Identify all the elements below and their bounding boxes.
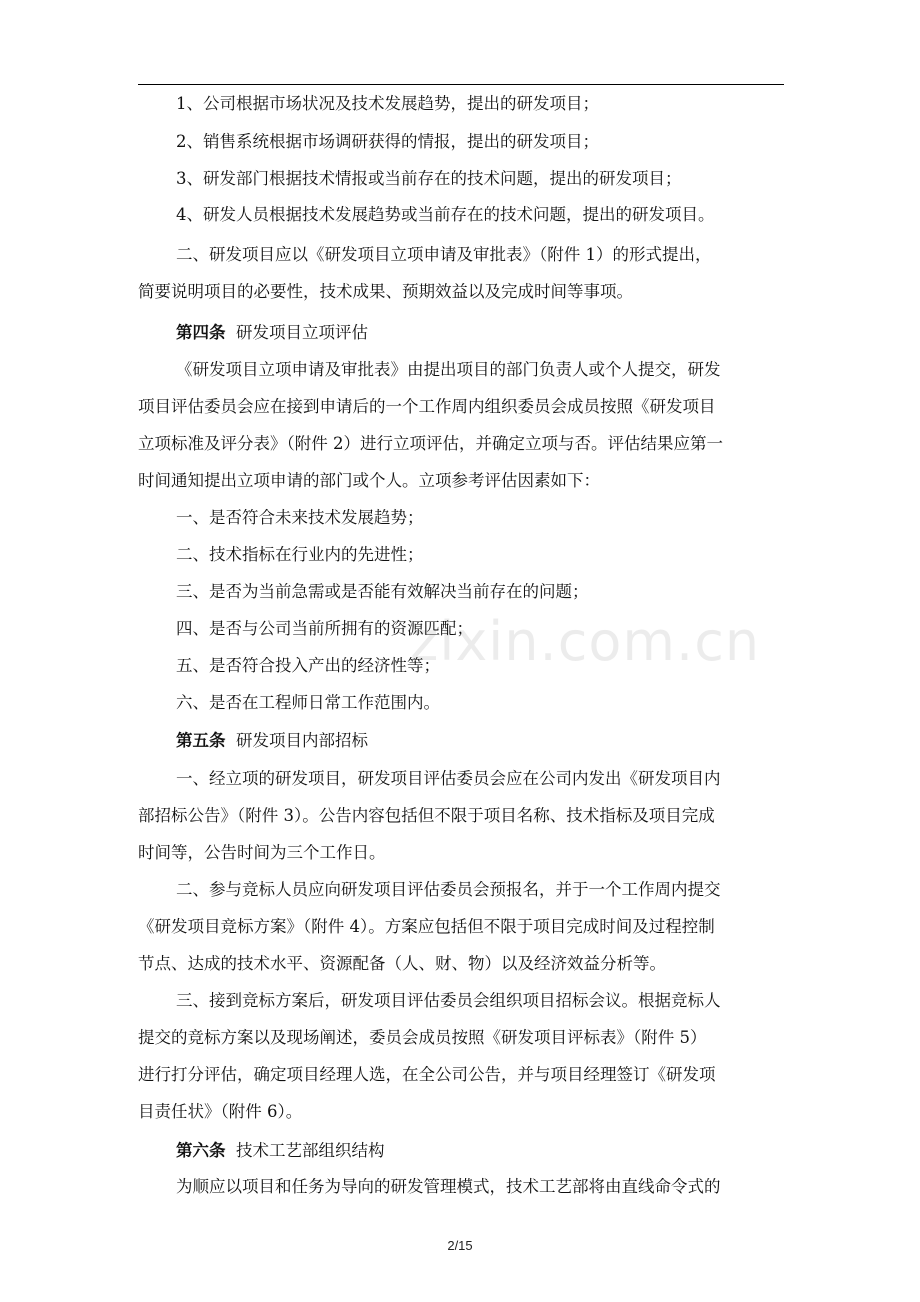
list-item: 1、公司根据市场状况及技术发展趋势，提出的研发项目； <box>176 94 599 113</box>
paragraph-line: 时间等，公告时间为三个工作日。 <box>138 843 386 862</box>
page-number: 2/15 <box>447 1238 473 1253</box>
article-title: 研发项目内部招标 <box>236 731 368 750</box>
section-heading <box>176 322 368 344</box>
paragraph-line: 时间通知提出立项申请的部门或个人。立项参考评估因素如下： <box>138 471 600 490</box>
section-heading <box>176 1140 385 1162</box>
paragraph-line: 三、接到竞标方案后，研发项目评估委员会组织项目招标会议。根据竞标人 <box>176 991 721 1010</box>
paragraph-line: 项目评估委员会应在接到申请后的一个工作周内组织委员会成员按照《研发项目 <box>138 397 716 416</box>
paragraph-line: 《研发项目立项申请及审批表》由提出项目的部门负责人或个人提交，研发 <box>176 360 721 379</box>
list-item: 六、是否在工程师日常工作范围内。 <box>176 693 440 712</box>
paragraph-line: 目责任状》（附件 6）。 <box>138 1102 303 1121</box>
paragraph-line: 《研发项目竞标方案》（附件 4）。方案应包括但不限于项目完成时间及过程控制 <box>138 917 715 936</box>
article-number: 第五条 <box>176 731 226 750</box>
list-item: 4、研发人员根据技术发展趋势或当前存在的技术问题，提出的研发项目。 <box>176 205 715 224</box>
article-title: 研发项目立项评估 <box>236 323 368 342</box>
section-heading <box>176 730 368 752</box>
list-item: 三、是否为当前急需或是否能有效解决当前存在的问题； <box>176 582 589 601</box>
list-item: 四、是否与公司当前所拥有的资源匹配； <box>176 619 473 638</box>
paragraph-line: 立项标准及评分表》（附件 2）进行立项评估，并确定立项与否。评估结果应第一 <box>138 434 723 453</box>
article-number: 第六条 <box>176 1141 226 1160</box>
list-item: 二、技术指标在行业内的先进性； <box>176 545 424 564</box>
article-number: 第四条 <box>176 323 226 342</box>
paragraph-line: 提交的竞标方案以及现场阐述，委员会成员按照《研发项目评标表》（附件 5） <box>138 1028 707 1047</box>
paragraph-line: 进行打分评估，确定项目经理人选，在全公司公告，并与项目经理签订《研发项 <box>138 1065 716 1084</box>
article-title: 技术工艺部组织结构 <box>236 1141 385 1160</box>
list-item: 2、销售系统根据市场调研获得的情报，提出的研发项目； <box>176 132 599 151</box>
paragraph-line: 二、研发项目应以《研发项目立项申请及审批表》（附件 1）的形式提出， <box>176 245 712 264</box>
paragraph-line: 二、参与竞标人员应向研发项目评估委员会预报名，并于一个工作周内提交 <box>176 880 721 899</box>
list-item: 五、是否符合投入产出的经济性等； <box>176 656 440 675</box>
list-item: 3、研发部门根据技术情报或当前存在的技术问题，提出的研发项目； <box>176 169 682 188</box>
paragraph-line: 节点、达成的技术水平、资源配备（人、财、物）以及经济效益分析等。 <box>138 954 666 973</box>
header-rule <box>138 84 784 85</box>
paragraph-line: 为顺应以项目和任务为导向的研发管理模式，技术工艺部将由直线命令式的 <box>176 1177 721 1196</box>
paragraph-line: 部招标公告》（附件 3）。公告内容包括但不限于项目名称、技术指标及项目完成 <box>138 806 715 825</box>
list-item: 一、是否符合未来技术发展趋势； <box>176 508 424 527</box>
watermark: zixin.com.cn <box>410 610 761 673</box>
paragraph-line: 一、经立项的研发项目，研发项目评估委员会应在公司内发出《研发项目内 <box>176 769 721 788</box>
paragraph-line: 简要说明项目的必要性，技术成果、预期效益以及完成时间等事项。 <box>138 282 633 301</box>
